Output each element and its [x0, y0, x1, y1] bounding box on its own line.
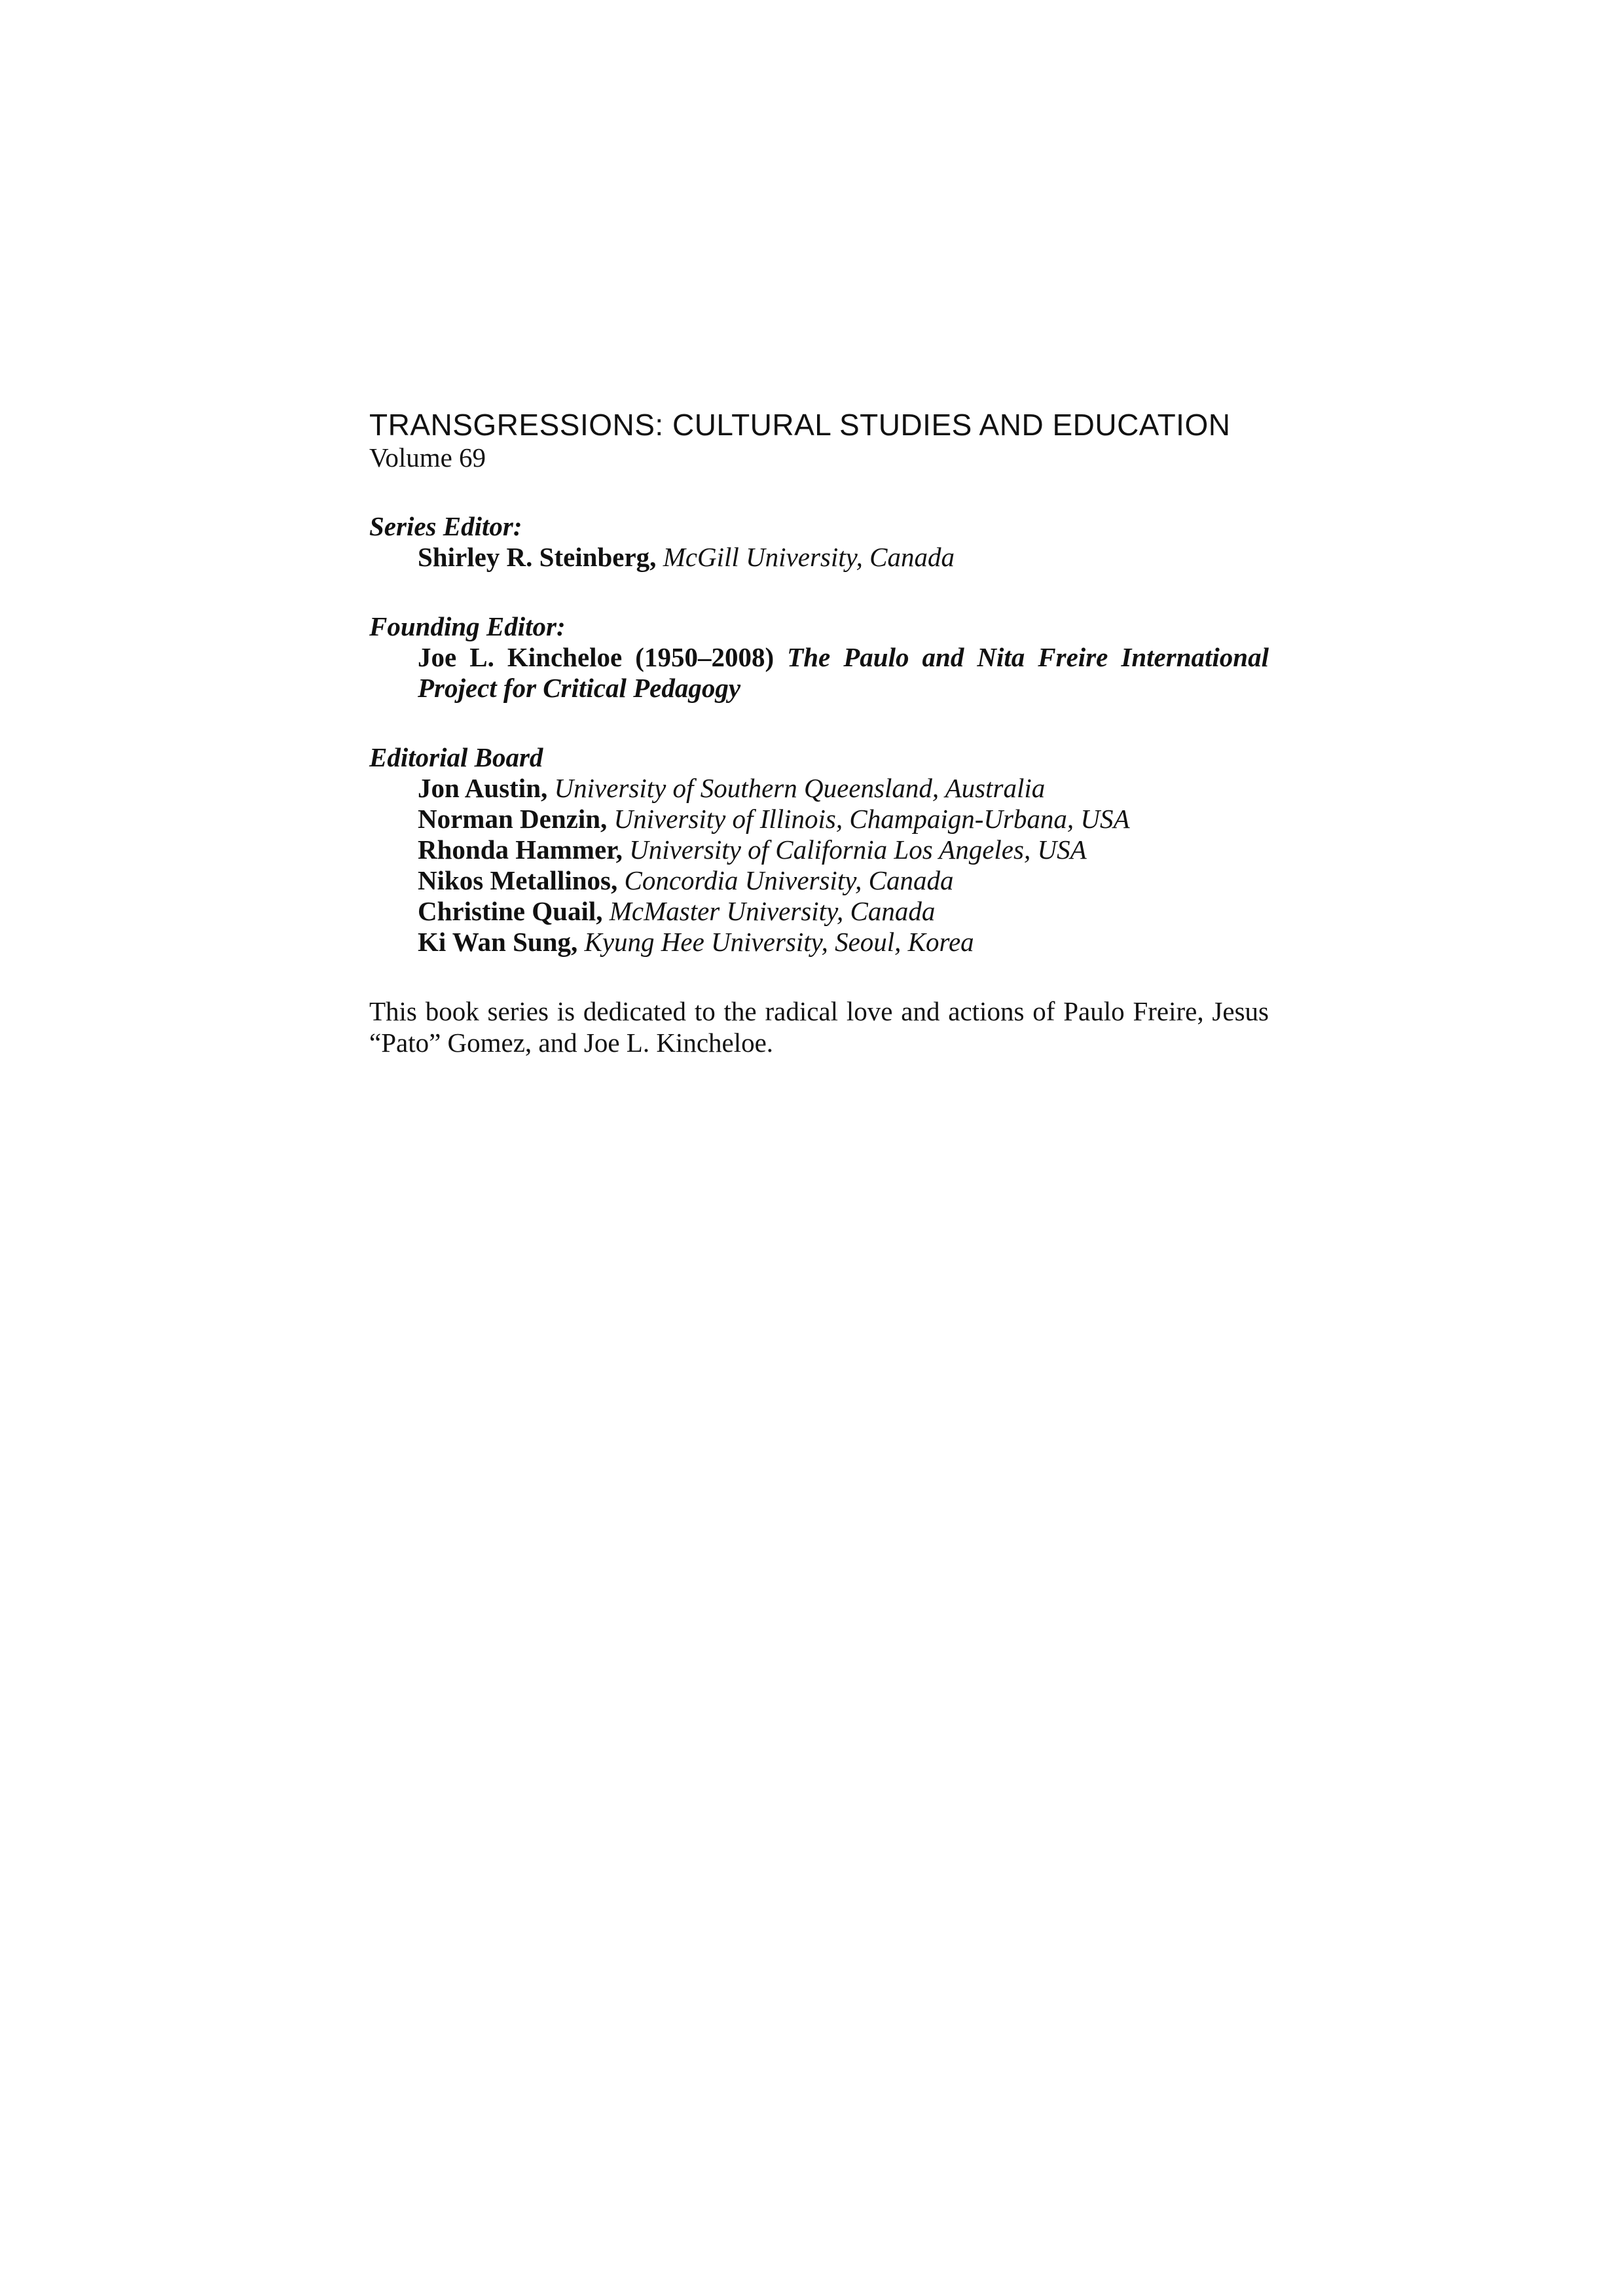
board-member: [369, 896, 1269, 927]
founding-editor-name: Joe L. Kincheloe (1950–2008): [418, 642, 775, 672]
founding-editor-heading: Founding Editor:: [369, 611, 566, 641]
series-front-matter: [369, 407, 1269, 1058]
board-member: [369, 865, 1269, 896]
dedication-text: This book series is dedicated to the radical love and actions of Paulo Freire, Jesus “Pato” Gomez, and Joe L. Kincheloe.: [369, 996, 1269, 1058]
board-member-name: Norman Denzin,: [418, 804, 608, 834]
editorial-board-heading: Editorial Board: [369, 742, 543, 772]
board-member-affiliation: McMaster University, Canada: [609, 896, 936, 926]
editor-affiliation: McGill University, Canada: [663, 542, 955, 572]
board-member-name: Christine Quail,: [418, 896, 603, 926]
founding-editor-section: [369, 611, 1269, 704]
series-editor-heading: Series Editor:: [369, 511, 522, 541]
series-editor-entry: [369, 542, 1269, 573]
board-member-affiliation: University of Illinois, Champaign-Urbana, USA: [613, 804, 1130, 834]
founding-editor-project: The Paulo and Nita Freire International Project for Critical Pedagogy: [418, 642, 1269, 703]
board-member-affiliation: Kyung Hee University, Seoul, Korea: [584, 927, 974, 957]
founding-editor-entry: [369, 642, 1269, 704]
board-member-name: Jon Austin,: [418, 773, 548, 803]
board-member-name: Nikos Metallinos,: [418, 865, 618, 895]
board-member-affiliation: University of Southern Queensland, Australia: [554, 773, 1046, 803]
volume-number: Volume 69: [369, 442, 486, 473]
series-editor-section: [369, 511, 1269, 573]
board-member-name: Rhonda Hammer,: [418, 834, 623, 865]
board-member: [369, 927, 1269, 958]
board-member-affiliation: University of California Los Angeles, USA: [629, 834, 1087, 865]
series-title: TRANSGRESSIONS: CULTURAL STUDIES AND EDUCATION: [369, 408, 1231, 442]
editorial-board-section: [369, 742, 1269, 958]
board-member-name: Ki Wan Sung,: [418, 927, 578, 957]
board-member-affiliation: Concordia University, Canada: [624, 865, 954, 895]
board-member: [369, 773, 1269, 804]
editor-name: Shirley R. Steinberg,: [418, 542, 657, 572]
board-member: [369, 804, 1269, 834]
board-member: [369, 834, 1269, 865]
